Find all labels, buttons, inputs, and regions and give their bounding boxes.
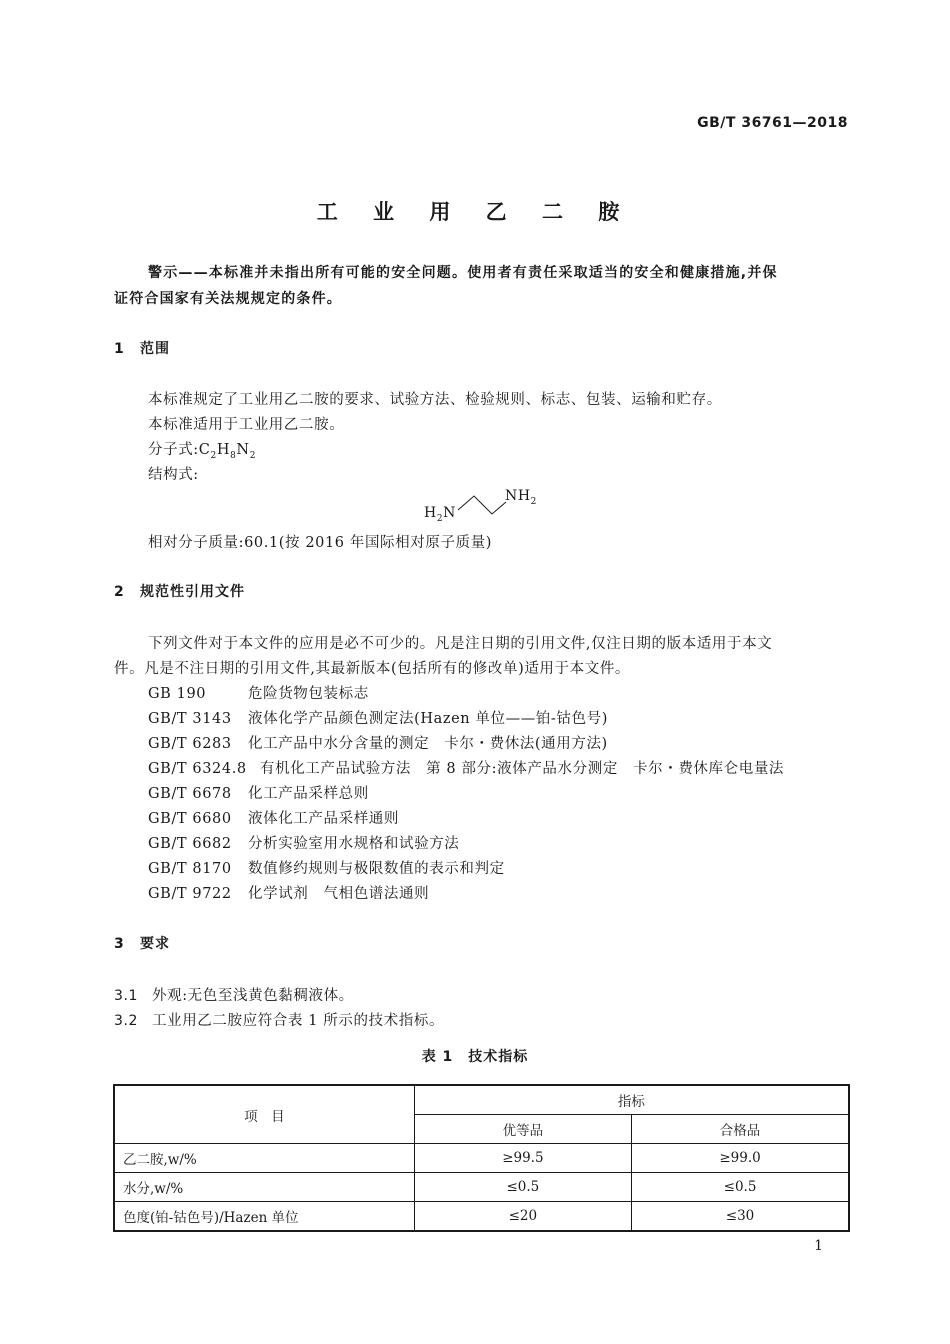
reference-item (148, 732, 608, 753)
section-2-heading (114, 581, 245, 601)
formula-h: H (216, 442, 231, 458)
reference-title: 化学试剂 气相色谱法通则 (248, 886, 430, 902)
row-grade-1: ≤20 (414, 1202, 631, 1232)
reference-item (148, 782, 369, 803)
row-item: 色度(铂-钴色号)/Hazen 单位 (114, 1202, 414, 1232)
section-3-heading (114, 933, 170, 953)
section-title: 规范性引用文件 (140, 584, 245, 600)
references-paragraph-line-2: 件。凡是不注日期的引用文件,其最新版本(包括所有的修改单)适用于本文件。 (114, 661, 631, 677)
molecular-mass: 相对分子质量:60.1(按 2016 年国际相对原子质量) (148, 535, 493, 551)
section-number: 3 (114, 936, 125, 952)
formula-n: N (236, 442, 250, 458)
requirement-item (114, 984, 354, 1005)
header-item: 项 目 (114, 1085, 414, 1144)
requirement-text: 工业用乙二胺应符合表 1 所示的技术指标。 (152, 1013, 445, 1029)
structure-bond-lines (456, 490, 508, 520)
reference-title: 危险货物包装标志 (248, 686, 369, 702)
warning-line-2: 证符合国家有关法规规定的条件。 (114, 291, 342, 307)
reference-code: GB/T 6678 (148, 786, 232, 802)
reference-code: GB/T 6283 (148, 736, 232, 752)
struct-n: N (443, 505, 456, 521)
reference-item (148, 757, 784, 778)
reference-title: 数值修约规则与极限数值的表示和判定 (248, 861, 505, 877)
requirement-number: 3.1 (114, 988, 139, 1004)
row-item: 乙二胺,w/% (114, 1144, 414, 1173)
standard-number: GB/T 36761—2018 (697, 115, 848, 131)
references-paragraph-line-1: 下列文件对于本文件的应用是必不可少的。凡是注日期的引用文件,仅注日期的版本适用于本文 (148, 636, 773, 652)
header-index: 指标 (414, 1085, 849, 1115)
row-grade-2: ≥99.0 (632, 1144, 849, 1173)
reference-code: GB/T 6324.8 (148, 761, 247, 777)
row-grade-1: ≥99.5 (414, 1144, 631, 1173)
structure-right-group (505, 488, 537, 507)
struct-nh-sub: 2 (530, 496, 537, 507)
row-grade-2: ≤30 (632, 1202, 849, 1232)
molecular-formula (148, 438, 256, 461)
formula-h-sub: 8 (230, 450, 237, 461)
table-row (114, 1173, 849, 1202)
table-row (114, 1202, 849, 1232)
struct-nh: NH (505, 488, 531, 504)
table-caption: 表 1 技术指标 (421, 1049, 529, 1065)
struct-h-sub: 2 (436, 513, 444, 524)
reference-item (148, 857, 505, 878)
reference-code: GB/T 9722 (148, 886, 232, 902)
reference-code: GB/T 3143 (148, 711, 232, 727)
reference-item (148, 682, 369, 703)
reference-item (148, 832, 459, 853)
reference-item (148, 807, 399, 828)
reference-title: 化工产品中水分含量的测定 卡尔・费休法(通用方法) (248, 736, 608, 752)
requirement-number: 3.2 (114, 1013, 139, 1029)
spec-table (113, 1084, 850, 1232)
formula-n-sub: 2 (249, 450, 257, 461)
table-row (114, 1144, 849, 1173)
section-title: 要求 (140, 936, 170, 952)
structure-left-group (424, 505, 456, 524)
page-number: 1 (814, 1238, 823, 1254)
reference-code: GB/T 6680 (148, 811, 232, 827)
reference-item (148, 882, 429, 903)
document-title: 工 业 用 乙 二 胺 (316, 200, 634, 224)
reference-item (148, 707, 608, 728)
section-title: 范围 (140, 341, 170, 357)
row-grade-2: ≤0.5 (632, 1173, 849, 1202)
formula-c-sub: 2 (210, 450, 217, 461)
header-grade-1: 优等品 (414, 1115, 631, 1144)
reference-code: GB 190 (148, 686, 207, 702)
reference-code: GB/T 6682 (148, 836, 232, 852)
reference-title: 分析实验室用水规格和试验方法 (248, 836, 460, 852)
reference-code: GB/T 8170 (148, 861, 232, 877)
section-number: 2 (114, 584, 125, 600)
warning-line-1: 警示——本标准并未指出所有可能的安全问题。使用者有责任采取适当的安全和健康措施,并保 (148, 265, 778, 281)
scope-paragraph-1: 本标准规定了工业用乙二胺的要求、试验方法、检验规则、标志、包装、运输和贮存。 (148, 392, 722, 408)
requirement-item (114, 1009, 444, 1030)
header-grade-2: 合格品 (632, 1115, 849, 1144)
scope-paragraph-2: 本标准适用于工业用乙二胺。 (148, 417, 345, 433)
reference-title: 化工产品采样总则 (248, 786, 369, 802)
formula-label: 分子式: (148, 442, 199, 458)
row-item: 水分,w/% (114, 1173, 414, 1202)
row-grade-1: ≤0.5 (414, 1173, 631, 1202)
reference-title: 液体化学产品颜色测定法(Hazen 单位——铂-钴色号) (248, 711, 608, 727)
struct-h: H (424, 505, 437, 521)
structure-label: 结构式: (148, 467, 199, 483)
reference-title: 有机化工产品试验方法 第 8 部分:液体产品水分测定 卡尔・费休库仑电量法 (260, 761, 785, 777)
table-header-row (114, 1085, 849, 1115)
requirement-text: 外观:无色至浅黄色黏稠液体。 (152, 988, 354, 1004)
section-1-heading (114, 338, 170, 358)
formula-c: C (198, 442, 211, 458)
reference-title: 液体化工产品采样通则 (248, 811, 399, 827)
section-number: 1 (114, 341, 125, 357)
